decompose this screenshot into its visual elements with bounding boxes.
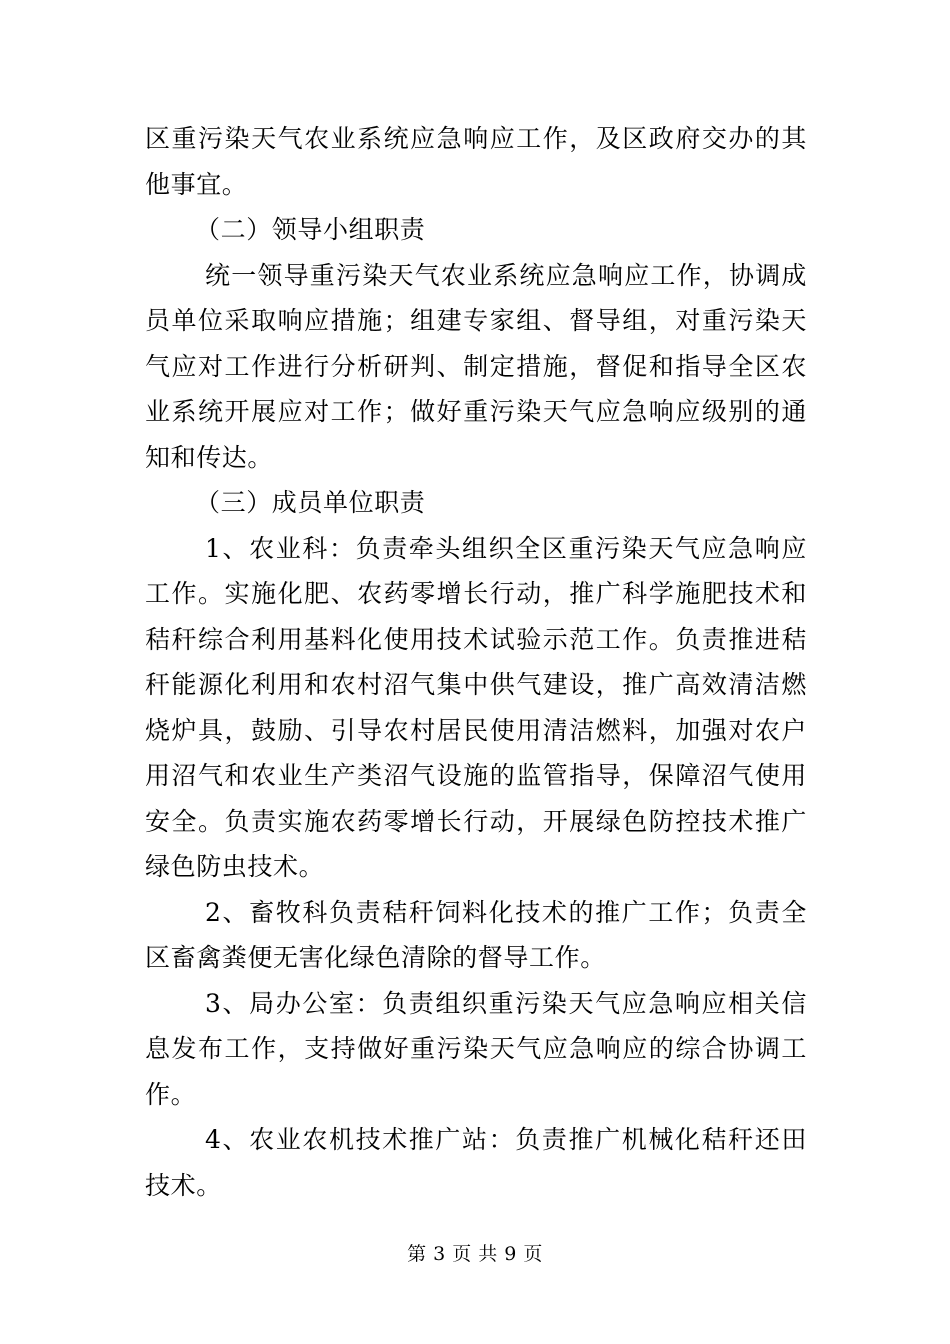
paragraph-bureau-office: 3、局办公室：负责组织重污染天气应急响应相关信息发布工作，支持做好重污染天气应急响应的综合协调工作。	[145, 988, 807, 1109]
paragraph-livestock-section: 2、畜牧科负责秸秆饲料化技术的推广工作；负责全区畜禽粪便无害化绿色清除的督导工作。	[145, 897, 807, 972]
paragraph-agriculture-section: 1、农业科：负责牵头组织全区重污染天气应急响应工作。实施化肥、农药零增长行动，推广科学施肥技术和秸秆综合利用基料化使用技术试验示范工作。负责推进秸秆能源化利用和农村沼气集中供气建设，推广高效清洁燃烧炉具，鼓励、引导农村居民使用清洁燃料，加强对农户用沼气和农业生产类沼气设施的监管指导，保障沼气使用安全。负责实施农药零增长行动，开展绿色防控技术推广绿色防虫技术。	[145, 533, 807, 881]
document-body	[145, 116, 807, 1208]
paragraph-leadership-duties: 统一领导重污染天气农业系统应急响应工作，协调成员单位采取响应措施；组建专家组、督导组，对重污染天气应对工作进行分析研判、制定措施，督促和指导全区农业系统开展应对工作；做好重污染天气应急响应级别的通知和传达。	[145, 260, 807, 472]
section-heading-member-duties: （三）成员单位职责	[195, 488, 426, 517]
section-heading-leadership-duties: （二）领导小组职责	[195, 215, 426, 244]
page-number-footer: 第 3 页 共 9 页	[407, 1243, 543, 1265]
paragraph-extension-station: 4、农业农机技术推广站：负责推广机械化秸秆还田技术。	[145, 1125, 807, 1200]
paragraph-continuation: 区重污染天气农业系统应急响应工作，及区政府交办的其他事宜。	[145, 124, 807, 199]
